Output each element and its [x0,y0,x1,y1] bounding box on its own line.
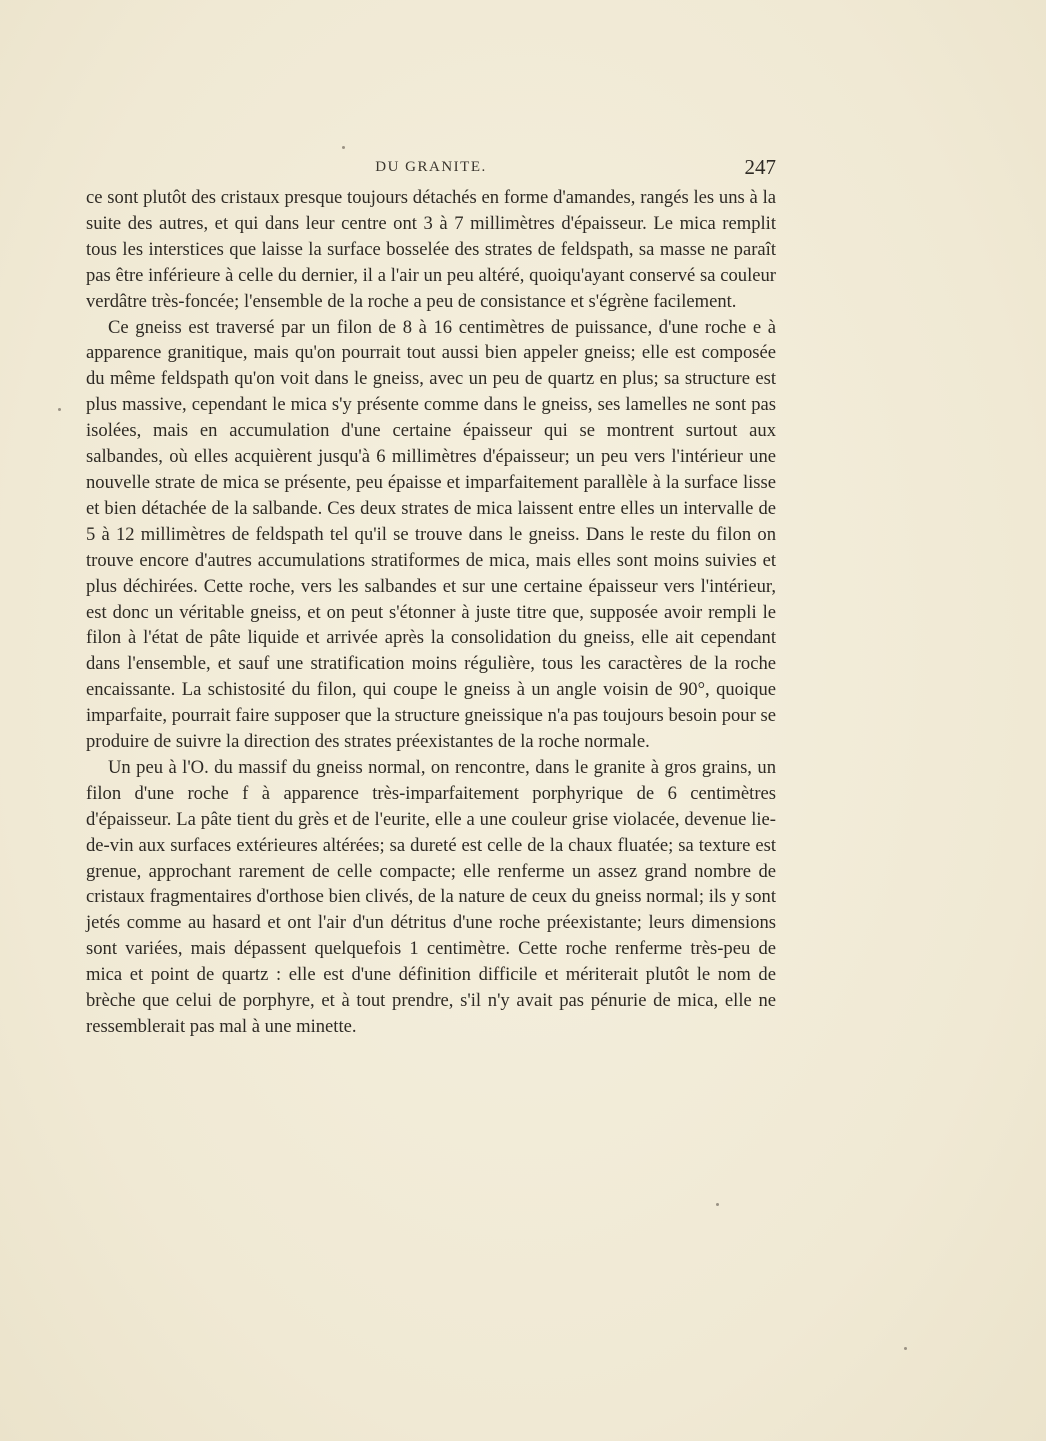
running-title: DU GRANITE. [375,159,487,175]
paragraph-1: ce sont plutôt des cristaux presque toujours détachés en forme d'amandes, rangés les uns à la suite des autres, et qui dans leur centre ont 3 à 7 millimètres d'épaisseur. Le mica remplit tous les interstices que laisse la surface bosselée des strates de feldspath, sa masse ne paraît pas être inférieure à celle du dernier, il a l'air un peu altéré, quoiqu'ayant conservé sa couleur verdâtre très-foncée; l'ensemble de la roche a peu de consistance et s'égrène facilement. [86,187,776,312]
paragraph-3: Un peu à l'O. du massif du gneiss normal, on rencontre, dans le granite à gros grains, un filon d'une roche f à apparence très-imparfaitement porphyrique de 6 centimètres d'épaisseur. La pâte tient du grès et de l'eurite, elle a une couleur grise violacée, devenue lie-de-vin aux surfaces extérieures altérées; sa dureté est celle de la chaux fluatée; sa texture est grenue, approchant rarement de celle compacte; elle renferme un assez grand nombre de cristaux fragmentaires d'orthose bien clivés, de la nature de ceux du gneiss normal; ils y sont jetés comme au hasard et ont l'air d'un détritus d'une roche préexistante; leurs dimensions sont variées, mais dépassent quelquefois 1 centimètre. Cette roche renferme très-peu de mica et point de quartz : elle est d'une définition difficile et mériterait plutôt le nom de brèche que celui de porphyre, et à tout prendre, s'il n'y avait pas pénurie de mica, elle ne ressemblerait pas mal à une minette. [86,756,776,1037]
page-number: 247 [744,155,776,179]
paper-speck [342,146,345,149]
paragraph-2: Ce gneiss est traversé par un filon de 8 à 16 centimètres de puissance, d'une roche e à apparence granitique, mais qu'on pourrait tout aussi bien appeler gneiss; elle est composée du même feldspath qu'on voit dans le gneiss, avec un peu de quartz en plus; sa structure est plus massive, cependant le mica s'y présente comme dans le gneiss, ses lamelles ne sont pas isolées, mais en accumulation d'une certaine épaisseur qui se montrent surtout aux salbandes, où elles acquièrent jusqu'à 6 millimètres d'épaisseur; un peu vers l'intérieur une nouvelle strate de mica se présente, peu épaisse et imparfaitement parallèle à la surface lisse et bien détachée de la salbande. Ces deux strates de mica laissent entre elles un intervalle de 5 à 12 millimètres de feldspath tel qu'il se trouve dans le gneiss. Dans le reste du filon on trouve encore d'autres accumulations stratiformes de mica, mais elles sont moins suivies et plus déchirées. Cette roche, vers les salbandes et sur une certaine épaisseur vers l'intérieur, est donc un véritable gneiss, et on peut s'étonner à juste titre que, supposée avoir rempli le filon à l'état de pâte liquide et arrivée après la consolidation du gneiss, elle ait cependant dans l'ensemble, et sauf une stratification moins régulière, tous les caractères de la roche encaissante. La schistosité du filon, qui coupe le gneiss à un angle voisin de 90°, quoique imparfaite, pourrait faire supposer que la structure gneissique n'a pas toujours besoin pour se produire de suivre la direction des strates préexistantes de la roche normale. [86,316,776,753]
paper-speck [716,1203,719,1206]
page-header [86,155,776,185]
body-text [86,185,776,1040]
paper-speck [904,1347,907,1350]
paper-speck [58,408,61,411]
